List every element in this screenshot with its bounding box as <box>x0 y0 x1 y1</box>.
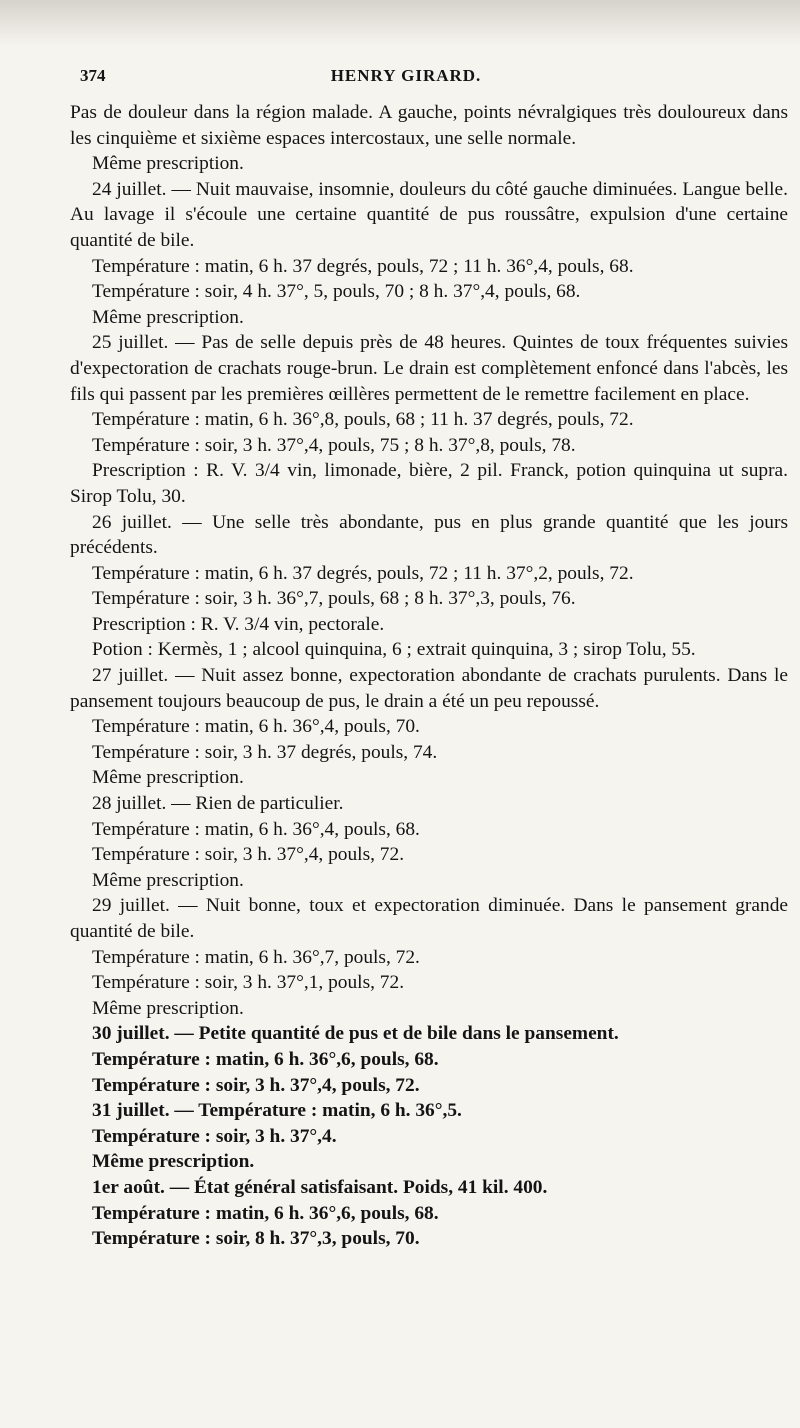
paragraph: Prescription : R. V. 3/4 vin, limonade, bière, 2 pil. Franck, potion quinquina ut supra. Sirop Tolu, 30. <box>70 460 788 507</box>
paragraph: Température : matin, 6 h. 36°,7, pouls, 72. <box>92 946 420 968</box>
paragraph: Même prescription. <box>92 153 244 175</box>
paragraph: Même prescription. <box>92 767 244 789</box>
paragraph: Température : soir, 3 h. 37°,4, pouls, 72. <box>92 844 405 866</box>
paragraph: Même prescription. <box>92 1151 255 1173</box>
paragraph: Température : matin, 6 h. 37 degrés, pouls, 72 ; 11 h. 37°,2, pouls, 72. <box>92 562 634 584</box>
paragraph: Prescription : R. V. 3/4 vin, pectorale. <box>92 613 385 635</box>
paragraph: 24 juillet. — Nuit mauvaise, insomnie, douleurs du côté gauche diminuées. Langue belle. Au lavage il s'écoule une certaine quantité de pus roussâtre, expulsion d'une certaine quantité de bile. <box>70 178 788 251</box>
paragraph: 28 juillet. — Rien de particulier. <box>92 793 344 815</box>
paragraph: Température : matin, 6 h. 36°,6, pouls, 68. <box>92 1202 439 1224</box>
paragraph: 31 juillet. — Température : matin, 6 h. 36°,5. <box>92 1100 462 1122</box>
paragraph: Température : matin, 6 h. 36°,4, pouls, 68. <box>92 818 420 840</box>
paragraph: Même prescription. <box>92 997 244 1019</box>
page-number: 374 <box>80 66 106 85</box>
paragraph: 1er août. — État général satisfaisant. Poids, 41 kil. 400. <box>92 1176 548 1198</box>
paragraph: 29 juillet. — Nuit bonne, toux et expectoration diminuée. Dans le pansement grande quantité de bile. <box>70 895 788 942</box>
page-header <box>80 66 732 92</box>
paragraph: 26 juillet. — Une selle très abondante, pus en plus grande quantité que les jours précédents. <box>70 511 788 559</box>
paragraph: Température : soir, 3 h. 37 degrés, pouls, 74. <box>92 741 438 763</box>
paragraph: 30 juillet. — Petite quantité de pus et de bile dans le pansement. <box>92 1023 619 1045</box>
paragraph: 27 juillet. — Nuit assez bonne, expectoration abondante de crachats purulents. Dans le pansement toujours beaucoup de pus, le drain a été un peu repoussé. <box>70 665 788 712</box>
page-edge-shadow <box>0 0 800 46</box>
paragraph: Température : matin, 6 h. 36°,8, pouls, 68 ; 11 h. 37 degrés, pouls, 72. <box>92 409 634 431</box>
paragraph: Température : soir, 4 h. 37°, 5, pouls, 70 ; 8 h. 37°,4, pouls, 68. <box>92 281 581 303</box>
paragraph: Même prescription. <box>92 306 244 328</box>
paragraph: Température : soir, 8 h. 37°,3, pouls, 70. <box>92 1228 420 1250</box>
body-text <box>70 100 788 1252</box>
paragraph: 25 juillet. — Pas de selle depuis près de 48 heures. Quintes de toux fréquentes suivies d'expectoration de crachats rouge-brun. Le drain est complètement enfoncé dans l'abcès, les fils qui passent par les premières œillères permettent de le remettre facilement en place. <box>70 332 788 405</box>
paragraph: Même prescription. <box>92 869 244 891</box>
paragraph: Température : matin, 6 h. 36°,6, pouls, 68. <box>92 1048 439 1070</box>
paragraph: Température : matin, 6 h. 37 degrés, pouls, 72 ; 11 h. 36°,4, pouls, 68. <box>92 255 634 277</box>
paragraph: Température : soir, 3 h. 37°,4, pouls, 75 ; 8 h. 37°,8, pouls, 78. <box>92 434 576 456</box>
paragraph: Pas de douleur dans la région malade. A gauche, points névralgiques très douloureux dans les cinquième et sixième espaces intercostaux, une selle normale. <box>70 102 788 149</box>
paragraph: Température : soir, 3 h. 37°,1, pouls, 72. <box>92 972 405 994</box>
paragraph: Température : matin, 6 h. 36°,4, pouls, 70. <box>92 716 420 738</box>
running-head: HENRY GIRARD. <box>330 66 482 85</box>
paragraph: Potion : Kermès, 1 ; alcool quinquina, 6 ; extrait quinquina, 3 ; sirop Tolu, 55. <box>92 639 696 661</box>
paragraph: Température : soir, 3 h. 37°,4. <box>92 1125 337 1147</box>
paragraph: Température : soir, 3 h. 37°,4, pouls, 72. <box>92 1074 420 1096</box>
paragraph: Température : soir, 3 h. 36°,7, pouls, 68 ; 8 h. 37°,3, pouls, 76. <box>92 588 576 610</box>
